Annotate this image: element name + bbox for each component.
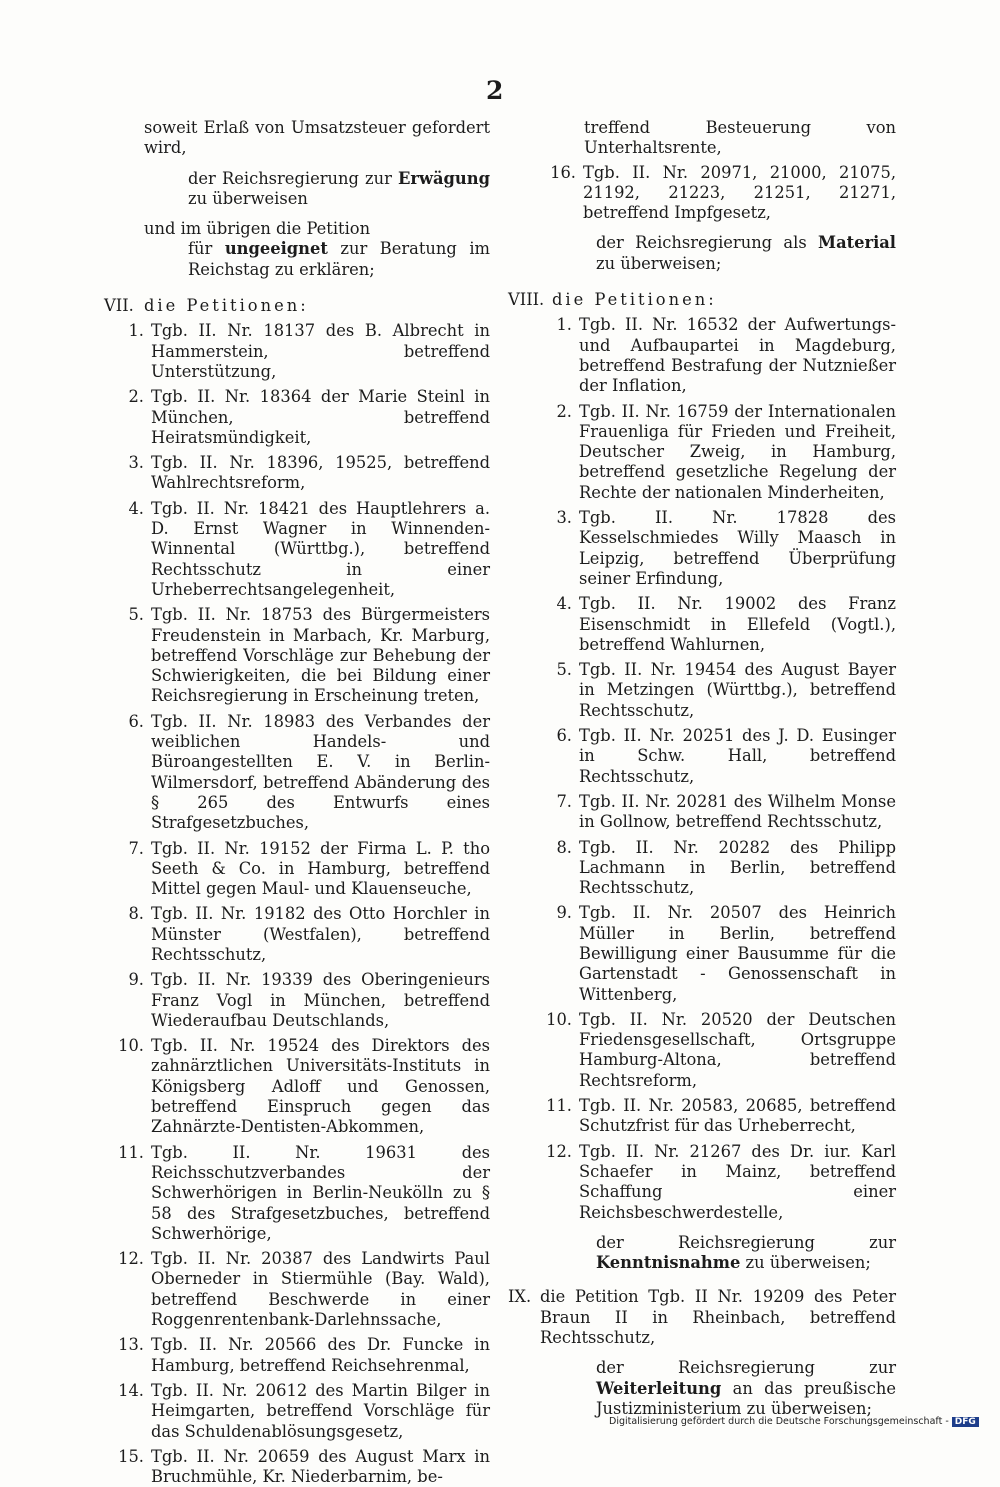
section-label: die Petitionen: <box>144 296 309 316</box>
footer-credit <box>609 1416 979 1427</box>
list-item: 2. Tgb. II. Nr. 16759 der Internationalen Frauenliga für Frieden und Freiheit, Deutscher Zweig, in Hamburg, betreffend gesetzliche Regelung der Rechte der nationalen Minderheiten, <box>556 401 896 502</box>
section-viii-list <box>508 315 896 1222</box>
list-item: 7. Tgb. II. Nr. 20281 des Wilhelm Monse in Gollnow, betreffend Rechtsschutz, <box>556 791 896 832</box>
left-column <box>104 118 490 1487</box>
list-item: 2. Tgb. II. Nr. 18364 der Marie Steinl in München, betreffend Heiratsmündigkeit, <box>128 387 490 447</box>
list-item: 7. Tgb. II. Nr. 19152 der Firma L. P. tho Seeth & Co. in Hamburg, betreffend Mittel gegen Maul- und Klauenseuche, <box>128 838 490 899</box>
list-item: 16. Tgb. II. Nr. 20971, 21000, 21075, 21192, 21223, 21251, 21271, betreffend Impfgesetz, <box>550 162 896 223</box>
list-item: 10. Tgb. II. Nr. 19524 des Direktors des zahnärztlichen Universitäts-Instituts in Königsberg Adloff und Genossen, betreffend Einspruch gegen das Zahnärzte-Dentisten-Abkommen, <box>118 1036 490 1137</box>
list-item: 6. Tgb. II. Nr. 18983 des Verbandes der weiblichen Handels- und Büroangestellten E. V. in Berlin-Wilmersdorf, betreffend Abänderung des § 265 des Entwurfs eines Strafgesetzbuches, <box>128 711 490 833</box>
footer-text: Digitalisierung gefördert durch die Deutsche Forschungsgemeinschaft - <box>609 1416 949 1427</box>
list-item: 13. Tgb. II. Nr. 20566 des Dr. Funcke in Hamburg, betreffend Reichsehrenmal, <box>118 1335 490 1375</box>
decision-material: der Reichsregierung als Material zu überweisen; <box>596 233 896 273</box>
section-viii-heading <box>508 290 896 310</box>
list-item: 9. Tgb. II. Nr. 20507 des Heinrich Müller in Berlin, betreffend Bewilligung einer Bausumme für die Gartenstadt - Genossenschaft in Wittenberg, <box>556 903 896 1004</box>
section-roman: VII. <box>104 296 134 316</box>
list-item: 1. Tgb. II. Nr. 18137 des B. Albrecht in Hammerstein, betreffend Unterstützung, <box>128 321 490 381</box>
list-item: 6. Tgb. II. Nr. 20251 des J. D. Eusinger in Schw. Hall, betreffend Rechtsschutz, <box>556 726 896 786</box>
decision-ungeeignet: für ungeeignet zur Beratung im Reichstag zu erklären; <box>188 239 490 279</box>
list-item: 4. Tgb. II. Nr. 18421 des Hauptlehrers a. D. Ernst Wagner in Winnenden-Winnental (Württbg.), betreffend Rechtsschutz in einer Urheberrechtsangelegenheit, <box>128 498 490 599</box>
decision-kenntnisnahme: der Reichsregierung zur Kenntnisnahme zu überweisen; <box>596 1232 896 1273</box>
list-item: 8. Tgb. II. Nr. 20282 des Philipp Lachmann in Berlin, betreffend Rechtsschutz, <box>556 837 896 898</box>
list-item: 5. Tgb. II. Nr. 18753 des Bürgermeisters Freudenstein in Marbach, Kr. Marburg, betreffend Vorschläge zur Behebung der Schwierigkeiten, die bei Bildung einer Reichsregierung in Erscheinung treten, <box>128 605 490 706</box>
section-ix <box>508 1287 896 1348</box>
list-item: 14. Tgb. II. Nr. 20612 des Martin Bilger in Heimgarten, betreffend Vorschläge für das Schuldenablösungsgesetz, <box>118 1380 490 1441</box>
section-roman: IX. <box>508 1287 532 1307</box>
list-item: 11. Tgb. II. Nr. 20583, 20685, betreffend Schutzfrist für das Urheberrecht, <box>546 1096 896 1136</box>
list-item: 3. Tgb. II. Nr. 17828 des Kesselschmiedes Willy Maasch in Leipzig, betreffend Überprüfung seiner Erfindung, <box>556 508 896 588</box>
dfg-logo: DFG <box>952 1417 979 1427</box>
decision-erwaegung: der Reichsregierung zur Erwägung zu überweisen <box>188 168 490 208</box>
intro-text: soweit Erlaß von Umsatzsteuer gefordert wird, <box>144 118 490 158</box>
section-vii-heading <box>104 296 490 316</box>
continuation-text: und im übrigen die Petition <box>144 219 371 239</box>
list-item: 5. Tgb. II. Nr. 19454 des August Bayer in Metzingen (Württbg.), betreffend Rechtsschutz, <box>556 660 896 720</box>
list-item: 11. Tgb. II. Nr. 19631 des Reichsschutzverbandes der Schwerhörigen in Berlin-Neukölln zu § 58 des Strafgesetzbuches, betreffend Schwerhörige, <box>118 1142 490 1243</box>
list-item: 12. Tgb. II. Nr. 20387 des Landwirts Paul Oberneder in Stiermühle (Bay. Wald), betreffend Beschwerde in einer Roggenrentenbank-Darlehnssache, <box>118 1249 490 1330</box>
list-item: 15. Tgb. II. Nr. 20659 des August Marx in Bruchmühle, Kr. Niederbarnim, be- <box>118 1446 490 1487</box>
continued-item-text: treffend Besteuerung von Unterhaltsrente, <box>584 118 896 158</box>
section-vii-list <box>104 321 490 1487</box>
list-item: 4. Tgb. II. Nr. 19002 des Franz Eisenschmidt in Ellefeld (Vogtl.), betreffend Wahlurnen, <box>556 594 896 654</box>
list-item: 10. Tgb. II. Nr. 20520 der Deutschen Friedensgesellschaft, Ortsgruppe Hamburg-Altona, betreffend Rechtsreform, <box>546 1009 896 1090</box>
section-ix-text: die Petition Tgb. II Nr. 19209 des Peter Braun II in Rheinbach, betreffend Rechtsschutz, <box>540 1287 896 1348</box>
list-item: 12. Tgb. II. Nr. 21267 des Dr. iur. Karl Schaefer in Mainz, betreffend Schaffung einer Reichsbeschwerdestelle, <box>546 1141 896 1222</box>
list-item: 3. Tgb. II. Nr. 18396, 19525, betreffend Wahlrechtsreform, <box>128 453 490 493</box>
list-item: 8. Tgb. II. Nr. 19182 des Otto Horchler in Münster (Westfalen), betreffend Rechtsschutz, <box>128 904 490 964</box>
section-label: die Petitionen: <box>552 290 717 310</box>
list-item: 1. Tgb. II. Nr. 16532 der Aufwertungs- und Aufbaupartei in Magdeburg, betreffend Bestrafung der Nutznießer der Inflation, <box>556 315 896 396</box>
decision-weiterleitung: der Reichsregierung zur Weiterleitung an das preußische Justizministerium zu überweisen; <box>596 1358 896 1418</box>
page-number: 2 <box>486 76 504 105</box>
right-column <box>508 118 896 1419</box>
list-item: 9. Tgb. II. Nr. 19339 des Oberingenieurs Franz Vogl in München, betreffend Wiederaufbau Deutschlands, <box>128 970 490 1030</box>
section-roman: VIII. <box>508 290 545 310</box>
